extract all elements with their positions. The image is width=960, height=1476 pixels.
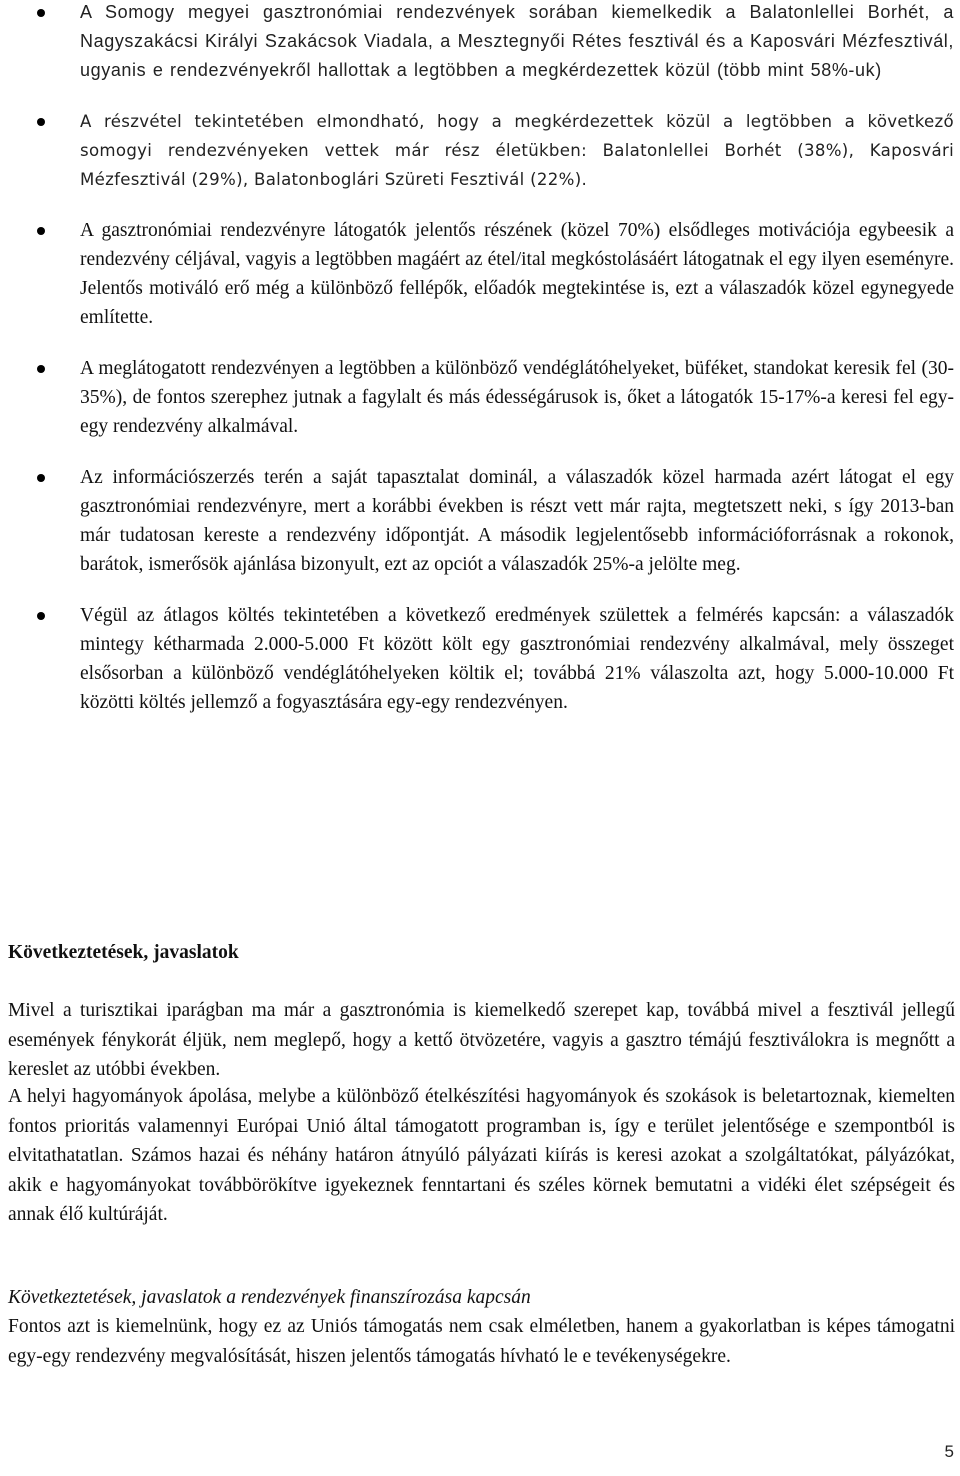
bullet-icon xyxy=(37,9,45,17)
bullet-text: A meglátogatott rendezvényen a legtöbben a különböző vendéglátóhelyeket, büféket, standokat keresik fel (30-35%), de fontos szerephez jutnak a fagylalt és más édességárusok is, őket a látogatók 15-17%-a keresi fel egy-egy rendezvény alkalmával. xyxy=(80,358,954,437)
paragraph: Fontos azt is kiemelnünk, hogy ez az Uniós támogatás nem csak elméletben, hanem a gyakorlatban is képes támogatni egy-egy rendezvény megvalósítását, hiszen jelentős támogatás hívható le e tevékenységekre. xyxy=(8,1316,955,1367)
section-heading: Következtetések, javaslatok xyxy=(8,942,239,963)
bullet-icon xyxy=(37,365,45,373)
bullet-item xyxy=(0,216,960,332)
bullet-item xyxy=(0,354,960,441)
page-number: 5 xyxy=(944,1442,954,1461)
bullet-text: A Somogy megyei gasztronómiai rendezvények sorában kiemelkedik a Balatonlellei Borhét, a Nagyszakácsi Királyi Szakácsok Viadala, a Mesztegnyői Rétes fesztivál és a Kaposvári Mézfesztivál, ugyanis e rendezvényekről hallottak a legtöbben a megkérdezettek közül (több mint 58%-uk) xyxy=(80,2,954,80)
bullet-icon xyxy=(37,612,45,620)
bullet-text: Végül az átlagos költés tekintetében a következő eredmények születtek a felmérés kapcsán: a válaszadók mintegy kétharmada 2.000-5.000 Ft között költ egy gasztronómiai rendezvény alkalmával, mely összeget elsősorban a különböző vendéglátóhelyeken költik el; továbbá 21% válaszolta azt, hogy 5.000-10.000 Ft közötti költés jellemző a fogyasztására egy-egy rendezvényen. xyxy=(80,605,954,713)
bullet-text: A részvétel tekintetében elmondható, hogy a megkérdezettek közül a legtöbben a következő somogyi rendezvényeken vettek már rész életükben: Balatonlellei Borhét (38%), Kaposvári Mézfesztivál (29%), Balatonboglári Szüreti Fesztivál (22%). xyxy=(80,112,954,189)
section-subheading: Következtetések, javaslatok a rendezvények finanszírozása kapcsán xyxy=(8,1287,531,1308)
bullet-text: A gasztronómiai rendezvényre látogatók jelentős részének (közel 70%) elsődleges motivációja egybeesik a rendezvény céljával, vagyis a legtöbben magáért az étel/ital megkóstolásáért látogatnak el egy ilyen eseményre. Jelentős motiváló erő még a különböző fellépők, előadók megtekintése is, ezt a válaszadók közel egynegyede említette. xyxy=(80,220,954,328)
bullet-icon xyxy=(37,118,45,126)
bullet-icon xyxy=(37,474,45,482)
paragraph: A helyi hagyományok ápolása, melybe a különböző ételkészítési hagyományok és szokások is beletartoznak, kiemelten fontos prioritás valamennyi Európai Unió által támogatott programban is, így e terület jelentősége e szempontból is elvitathatatlan. Számos hazai és néhány határon átnyúló pályázati kiírás is keresi azokat a szolgáltatókat, pályázókat, akik e hagyományokat továbbörökítve igyekeznek fenntartani és széles körnek bemutatni a vidéki élet szépségeit és annak élő kultúráját. xyxy=(8,1086,955,1226)
bullet-icon xyxy=(37,227,45,235)
bullet-text: Az információszerzés terén a saját tapasztalat dominál, a válaszadók közel harmada azért látogat el egy gasztronómiai rendezvényre, mert a korábbi években is részt vett már rajta, megtetszett neki, s így 2013-ban már tudatosan kereste a rendezvény időpontját. A második legjelentősebb információforrásnak a rokonok, barátok, ismerősök ajánlása bizonyult, ezt az opciót a válaszadók 25%-a jelölte meg. xyxy=(80,467,954,575)
bullet-item xyxy=(0,0,960,85)
paragraph: Mivel a turisztikai iparágban ma már a gasztronómia is kiemelkedő szerepet kap, továbbá mivel a fesztivál jellegű események fénykorát éljük, nem meglepő, hogy a kettő ötvözetére, vagyis a gasztro témájú fesztiválokra is megnőtt a kereslet az utóbbi években. xyxy=(8,1000,955,1081)
bullet-item xyxy=(0,601,960,717)
bullet-item xyxy=(0,463,960,579)
bullet-item xyxy=(0,107,960,194)
